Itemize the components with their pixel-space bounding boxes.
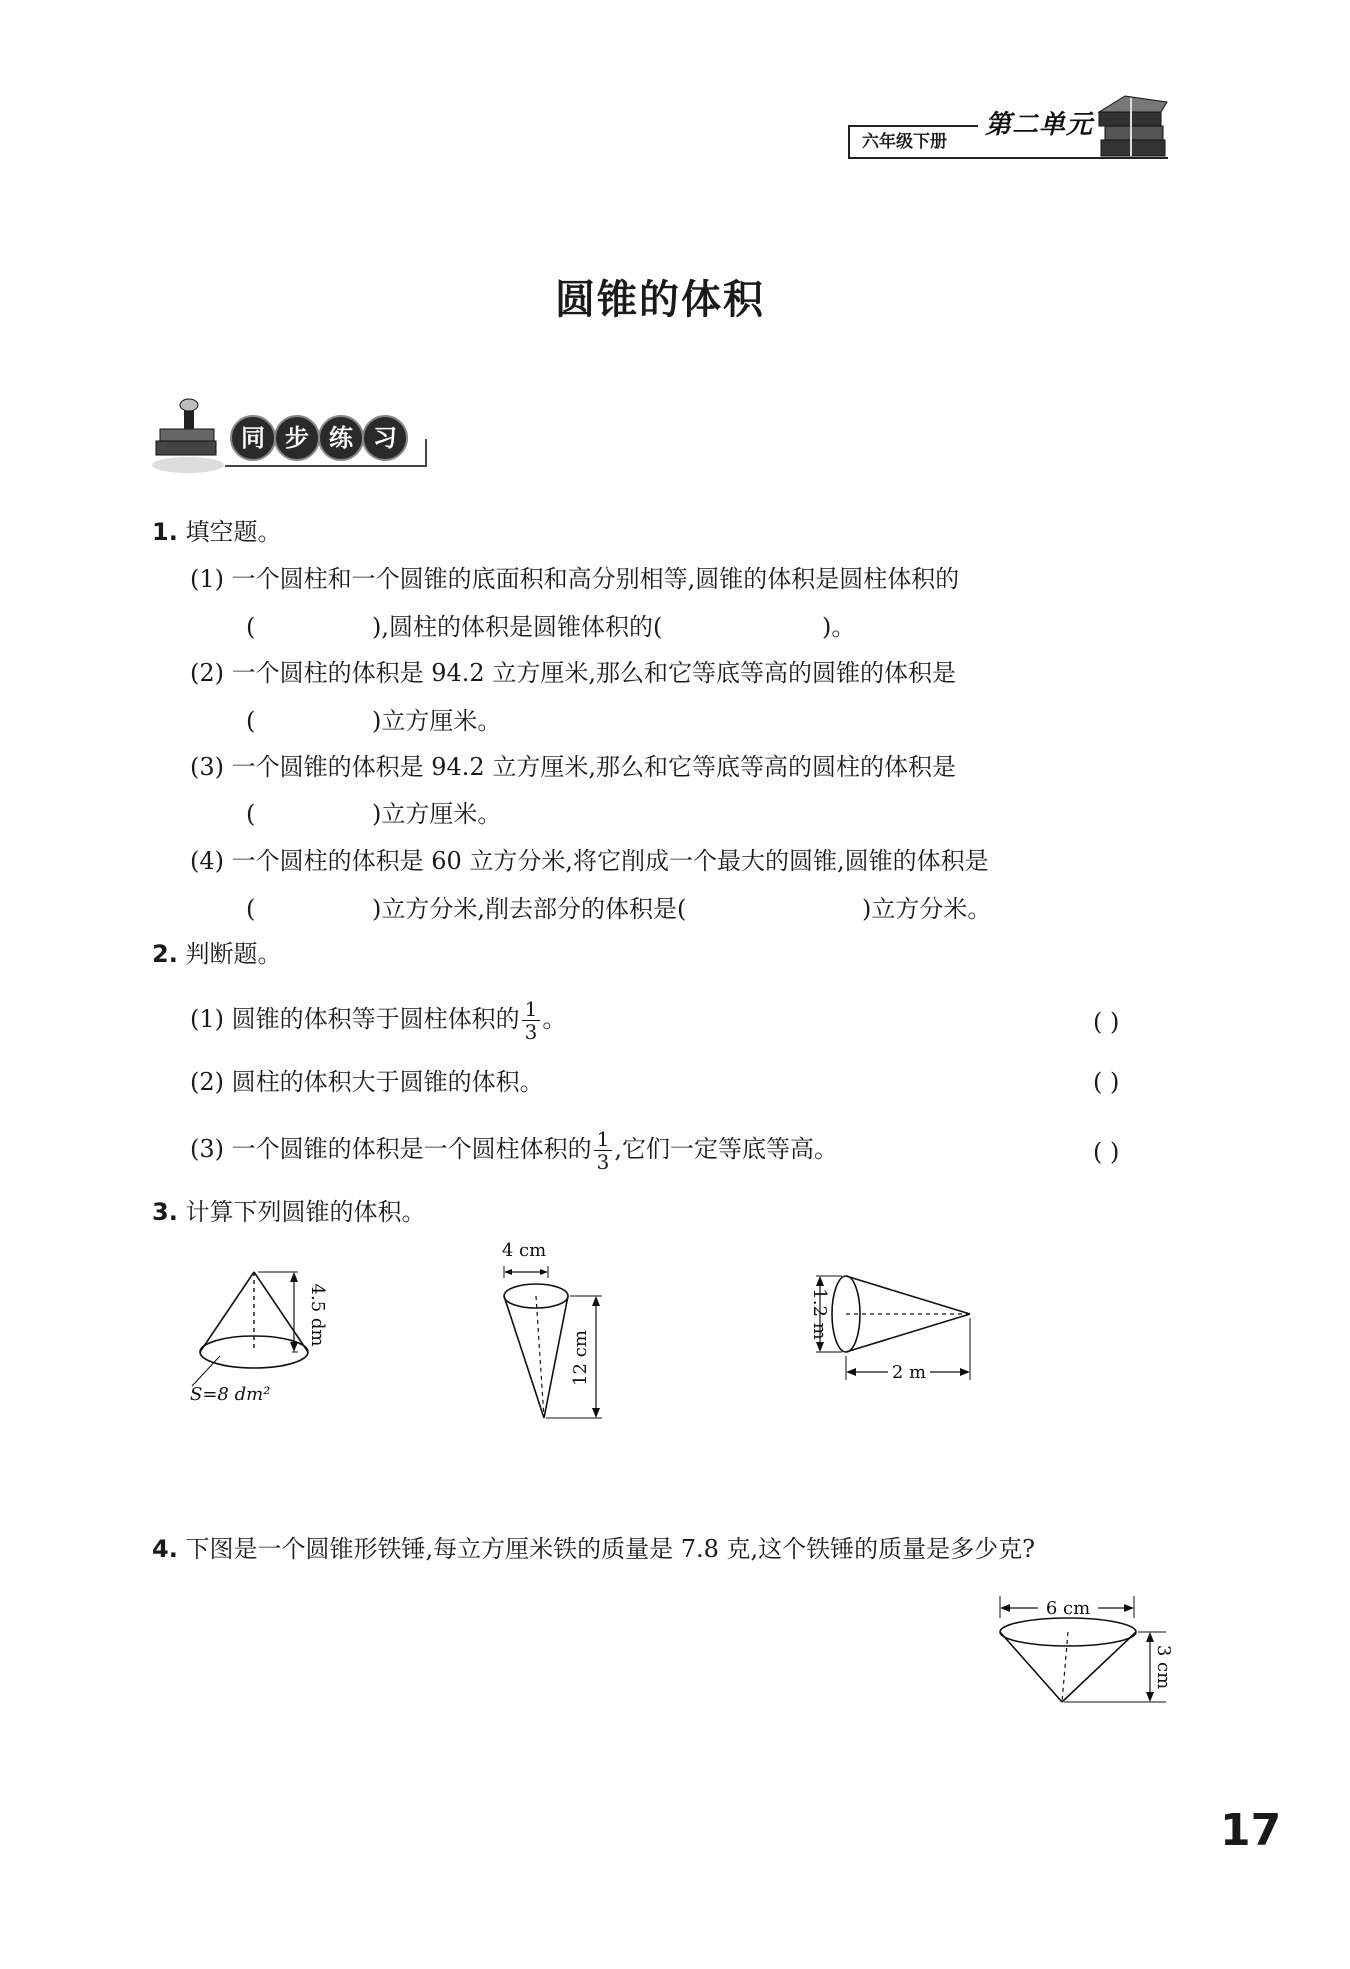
cone-figure-1: [180, 1260, 340, 1410]
q1-item-1-line1: (1) 一个圆柱和一个圆锥的底面积和高分别相等,圆锥的体积是圆柱体积的: [190, 565, 960, 593]
q1-item-4-line1: (4) 一个圆柱的体积是 60 立方分米,将它削成一个最大的圆锥,圆锥的体积是: [190, 847, 989, 875]
badge-char: 练: [318, 415, 364, 461]
question-label: 判断题。: [185, 940, 282, 968]
grade-label: 六年级下册: [848, 125, 978, 159]
badge-char: 步: [274, 415, 320, 461]
statement-text: (3) 一个圆锥的体积是一个圆柱体积的: [190, 1135, 592, 1163]
height-label: 2 m: [891, 1362, 927, 1383]
height-label: 4.5 dm: [307, 1283, 328, 1347]
page-title: 圆锥的体积: [555, 277, 765, 323]
q2-item-2: (2) 圆柱的体积大于圆锥的体积。: [190, 1068, 544, 1096]
q1-item-4-line2: )立方分米,削去部分的体积是(: [372, 895, 687, 923]
q1-item-2-line2: )立方厘米。: [372, 707, 502, 735]
question-label: 下图是一个圆锥形铁锤,每立方厘米铁的质量是 7.8 克,这个铁锤的质量是多少克?: [185, 1535, 1036, 1563]
blank-open: (: [246, 707, 256, 735]
answer-parentheses: ( ): [1093, 1068, 1120, 1096]
height-label: 12 cm: [570, 1330, 591, 1386]
question-label: 计算下列圆锥的体积。: [185, 1198, 426, 1226]
diameter-label: 1.2 m: [809, 1288, 830, 1340]
badge-char: 习: [362, 415, 408, 461]
statement-text: (1) 圆锥的体积等于圆柱体积的: [190, 1005, 520, 1033]
diameter-label: 6 cm: [1045, 1598, 1091, 1619]
blank-open: (: [246, 613, 256, 641]
question-1: [152, 516, 281, 548]
question-3: [152, 1196, 425, 1228]
question-4: [152, 1533, 1035, 1565]
fraction-denominator: 3: [596, 1150, 610, 1174]
question-number: 3.: [152, 1198, 178, 1226]
unit-label: 第二单元: [985, 110, 1094, 140]
statement-text: 。: [542, 1005, 567, 1033]
statement-text: ,它们一定等底等高。: [614, 1135, 838, 1163]
q2-item-3: [190, 1128, 838, 1173]
fraction-denominator: 3: [524, 1020, 538, 1044]
fraction: [594, 1128, 613, 1173]
hammer-cone-figure: [990, 1590, 1190, 1720]
question-2: [152, 938, 281, 970]
height-label: 3 cm: [1153, 1644, 1174, 1690]
answer-parentheses: ( ): [1093, 1138, 1120, 1166]
cone-figure-2: [490, 1242, 630, 1422]
q1-item-3-line1: (3) 一个圆锥的体积是 94.2 立方厘米,那么和它等底等高的圆柱的体积是: [190, 753, 956, 781]
page-number: 17: [1220, 1805, 1282, 1856]
question-number: 1.: [152, 518, 178, 546]
question-number: 4.: [152, 1535, 178, 1563]
q2-item-1: [190, 998, 566, 1043]
fraction: [522, 998, 541, 1043]
blank-close: )立方分米。: [862, 895, 992, 923]
question-label: 填空题。: [185, 518, 282, 546]
q1-item-2-line1: (2) 一个圆柱的体积是 94.2 立方厘米,那么和它等底等高的圆锥的体积是: [190, 659, 956, 687]
q1-item-1-line2: ),圆柱的体积是圆锥体积的(: [372, 613, 663, 641]
fraction-numerator: 1: [522, 998, 541, 1021]
books-icon: [1095, 92, 1175, 167]
fraction-numerator: 1: [594, 1128, 613, 1151]
badge-char: 同: [230, 415, 276, 461]
cone-figure-3: [800, 1268, 980, 1388]
blank-open: (: [246, 800, 256, 828]
q1-item-3-line2: )立方厘米。: [372, 800, 502, 828]
question-number: 2.: [152, 940, 178, 968]
diameter-label: 4 cm: [501, 1242, 547, 1261]
answer-parentheses: ( ): [1093, 1008, 1120, 1036]
blank-open: (: [246, 895, 256, 923]
section-badge: [150, 395, 430, 475]
base-area-label: S=8 dm²: [190, 1384, 271, 1405]
blank-close: )。: [822, 613, 856, 641]
books-lamp-icon: [150, 395, 230, 475]
